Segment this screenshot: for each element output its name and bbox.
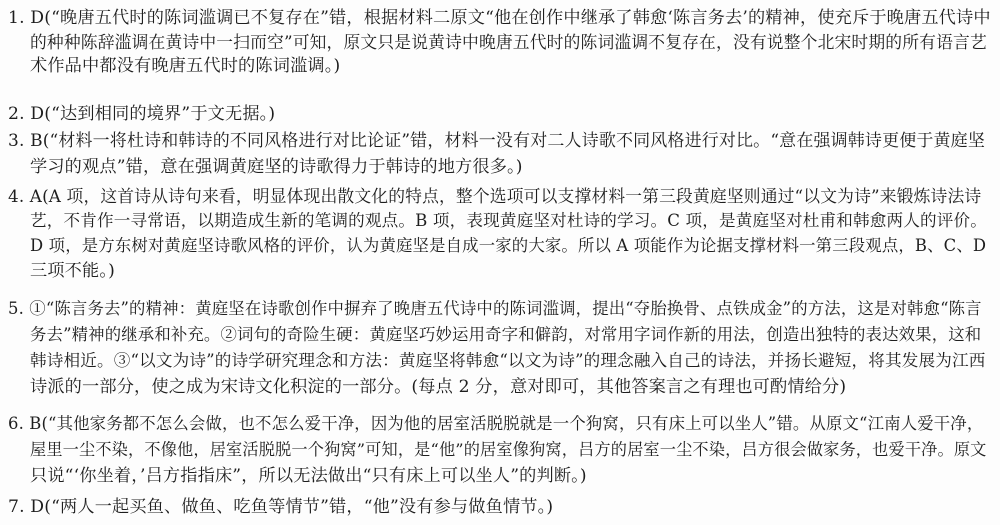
- answer-5-line-1: 5. ①“陈言务去”的精神：黄庭坚在诗歌创作中摒弃了晚唐五代诗中的陈词滥调，提出“夺胎换骨、点铁成金”的方法，这是对韩愈“陈言: [8, 299, 982, 318]
- answer-5-line-2: 务去”精神的继承和补充。②词句的奇险生硬：黄庭坚巧妙运用奇字和僻韵，对常用字词作新的用法，创造出独特的表达效果，这和: [30, 325, 982, 344]
- answer-3-line-2: 学习的观点”错，意在强调黄庭坚的诗歌得力于韩诗的地方很多。): [30, 157, 523, 177]
- answer-6-line-1: 6. B(“其他家务都不怎么会做，也不怎么爱干净，因为他的居室活脱脱就是一个狗窝，只有床上可以坐人”错。从原文“江南人爱干净，: [8, 414, 984, 433]
- answer-1-line-2: 的种种陈辞滥调在黄诗中一扫而空”可知，原文只是说黄诗中晚唐五代时的陈词滥调不复存在，没有说整个北宋时期的所有语言艺: [30, 32, 987, 52]
- answer-4-line-2: 艺，不肯作一寻常语，以期造成生新的笔调的观点。B 项，表现黄庭坚对杜诗的学习。C 项，是黄庭坚对杜甫和韩愈两人的评价。: [30, 211, 987, 230]
- answer-3-line-1: 3. B(“材料一将杜诗和韩诗的不同风格进行对比论证”错，材料一没有对二人诗歌不同风格进行对比。“意在强调韩诗更便于黄庭坚: [8, 131, 985, 151]
- answer-7-line-1: 7. D(“两人一起买鱼、做鱼、吃鱼等情节”错，“他”没有参与做鱼情节。): [8, 497, 554, 517]
- answer-6-line-3: 只说“‘你坐着，’吕方指指床”，所以无法做出“只有床上可以坐人”的判断。): [30, 466, 587, 486]
- answer-2-line-1: 2. D(“达到相同的境界”于文无据。): [8, 104, 276, 124]
- answer-1-line-1: 1. D(“晚唐五代时的陈词滥调已不复存在”错，根据材料二原文“他在创作中继承了韩愈‘陈言务去’的精神，使充斥于晚唐五代诗中: [8, 8, 991, 28]
- answer-6-line-2: 屋里一尘不染，不像他，居室活脱脱一个狗窝”可知，是“他”的居室像狗窝，吕方的居室一尘不染，吕方很会做家务，也爱干净。原文: [30, 440, 987, 459]
- answer-4-line-4: 三项不能。): [30, 261, 115, 281]
- answer-5-line-3: 韩诗相近。③“以文为诗”的诗学研究理念和方法：黄庭坚将韩愈“以文为诗”的理念融入自己的诗法，并扬长避短，将其发展为江西: [30, 351, 986, 370]
- answer-5-line-4: 诗派的一部分，使之成为宋诗文化积淀的一部分。(每点 2 分，意对即可，其他答案言之有理也可酌情给分): [30, 377, 847, 397]
- answer-4-line-3: D 项，是方东树对黄庭坚诗歌风格的评价，认为黄庭坚是自成一家的大家。所以 A 项能作为论据支撑材料一第三段观点，B、C、D: [30, 236, 987, 255]
- answer-1-line-3: 术作品中都没有晚唐五代时的陈词滥调。): [30, 56, 341, 76]
- answer-4-line-1: 4. A(A 项，这首诗从诗句来看，明显体现出散文化的特点，整个选项可以支撑材料一第三段黄庭坚则通过“以文为诗”来锻炼诗法诗: [8, 186, 982, 206]
